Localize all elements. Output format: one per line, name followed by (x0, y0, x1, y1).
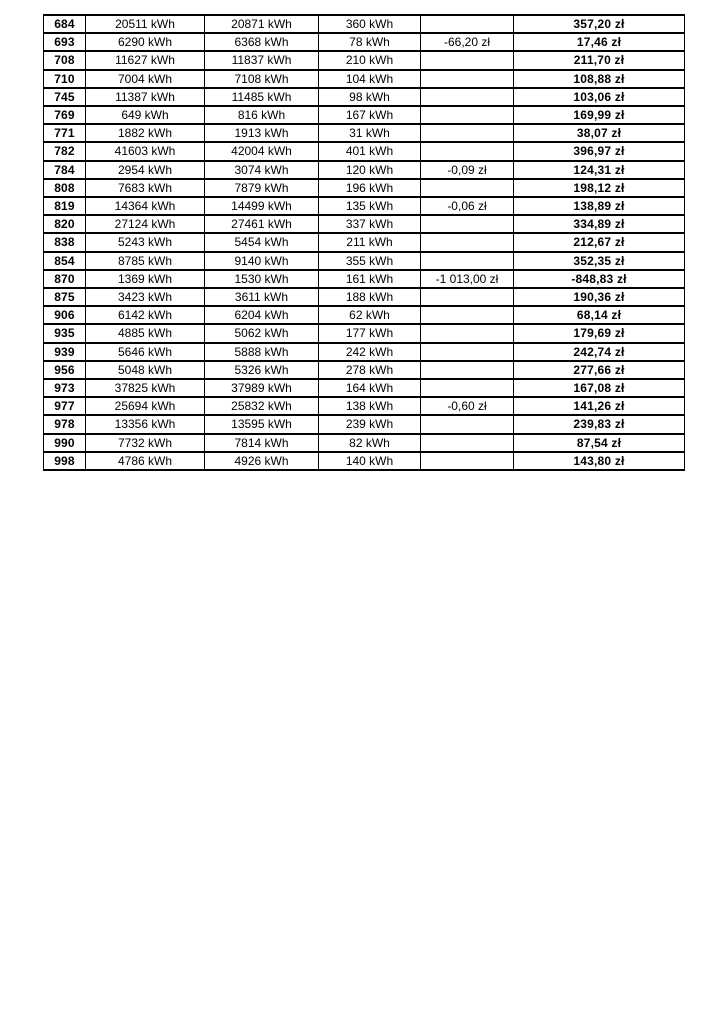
cell-kwh-previous: 11627 kWh (86, 51, 205, 69)
cell-kwh-previous: 5646 kWh (86, 343, 205, 361)
cell-id: 998 (44, 452, 86, 470)
cell-id: 956 (44, 361, 86, 379)
cell-adjustment-zl (421, 51, 514, 69)
cell-adjustment-zl (421, 15, 514, 33)
cell-adjustment-zl (421, 233, 514, 251)
cell-kwh-consumption: 140 kWh (319, 452, 421, 470)
table-row (44, 361, 685, 379)
cell-kwh-previous: 14364 kWh (86, 197, 205, 215)
cell-adjustment-zl (421, 124, 514, 142)
cell-kwh-previous: 37825 kWh (86, 379, 205, 397)
cell-amount-zl: 396,97 zł (514, 142, 685, 160)
cell-kwh-current: 816 kWh (205, 106, 319, 124)
cell-adjustment-zl: -1 013,00 zł (421, 270, 514, 288)
cell-amount-zl: 167,08 zł (514, 379, 685, 397)
cell-id: 693 (44, 33, 86, 51)
cell-kwh-consumption: 62 kWh (319, 306, 421, 324)
cell-id: 684 (44, 15, 86, 33)
cell-adjustment-zl (421, 106, 514, 124)
cell-id: 973 (44, 379, 86, 397)
cell-kwh-consumption: 242 kWh (319, 343, 421, 361)
cell-kwh-consumption: 239 kWh (319, 415, 421, 433)
cell-adjustment-zl (421, 179, 514, 197)
cell-kwh-current: 4926 kWh (205, 452, 319, 470)
cell-kwh-previous: 8785 kWh (86, 252, 205, 270)
cell-amount-zl: 277,66 zł (514, 361, 685, 379)
cell-id: 870 (44, 270, 86, 288)
cell-kwh-consumption: 360 kWh (319, 15, 421, 33)
cell-kwh-current: 5454 kWh (205, 233, 319, 251)
cell-kwh-current: 27461 kWh (205, 215, 319, 233)
cell-amount-zl: -848,83 zł (514, 270, 685, 288)
cell-kwh-current: 3611 kWh (205, 288, 319, 306)
cell-kwh-previous: 7683 kWh (86, 179, 205, 197)
cell-kwh-consumption: 211 kWh (319, 233, 421, 251)
table-row (44, 434, 685, 452)
cell-kwh-previous: 5243 kWh (86, 233, 205, 251)
cell-adjustment-zl (421, 88, 514, 106)
cell-kwh-current: 5888 kWh (205, 343, 319, 361)
cell-amount-zl: 212,67 zł (514, 233, 685, 251)
table-row (44, 161, 685, 179)
cell-kwh-current: 37989 kWh (205, 379, 319, 397)
cell-kwh-current: 25832 kWh (205, 397, 319, 415)
table-row (44, 33, 685, 51)
cell-kwh-current: 5062 kWh (205, 324, 319, 342)
cell-amount-zl: 352,35 zł (514, 252, 685, 270)
cell-kwh-previous: 7004 kWh (86, 70, 205, 88)
cell-kwh-current: 13595 kWh (205, 415, 319, 433)
cell-adjustment-zl: -0,09 zł (421, 161, 514, 179)
cell-kwh-consumption: 104 kWh (319, 70, 421, 88)
cell-kwh-consumption: 196 kWh (319, 179, 421, 197)
table-row (44, 106, 685, 124)
cell-amount-zl: 169,99 zł (514, 106, 685, 124)
cell-adjustment-zl (421, 215, 514, 233)
cell-id: 782 (44, 142, 86, 160)
cell-adjustment-zl (421, 306, 514, 324)
cell-kwh-current: 42004 kWh (205, 142, 319, 160)
table-row (44, 379, 685, 397)
cell-id: 808 (44, 179, 86, 197)
cell-kwh-current: 14499 kWh (205, 197, 319, 215)
cell-amount-zl: 17,46 zł (514, 33, 685, 51)
cell-amount-zl: 190,36 zł (514, 288, 685, 306)
cell-kwh-consumption: 135 kWh (319, 197, 421, 215)
cell-amount-zl: 108,88 zł (514, 70, 685, 88)
cell-kwh-current: 6368 kWh (205, 33, 319, 51)
cell-kwh-current: 1913 kWh (205, 124, 319, 142)
table-row (44, 142, 685, 160)
cell-kwh-previous: 3423 kWh (86, 288, 205, 306)
cell-kwh-current: 9140 kWh (205, 252, 319, 270)
cell-kwh-current: 20871 kWh (205, 15, 319, 33)
cell-kwh-current: 6204 kWh (205, 306, 319, 324)
cell-kwh-consumption: 278 kWh (319, 361, 421, 379)
cell-adjustment-zl (421, 361, 514, 379)
table-row (44, 252, 685, 270)
cell-kwh-previous: 4786 kWh (86, 452, 205, 470)
cell-kwh-current: 7879 kWh (205, 179, 319, 197)
cell-id: 745 (44, 88, 86, 106)
cell-amount-zl: 138,89 zł (514, 197, 685, 215)
table-row (44, 124, 685, 142)
cell-adjustment-zl: -0,06 zł (421, 197, 514, 215)
cell-kwh-current: 1530 kWh (205, 270, 319, 288)
cell-kwh-previous: 41603 kWh (86, 142, 205, 160)
cell-kwh-previous: 27124 kWh (86, 215, 205, 233)
cell-kwh-consumption: 78 kWh (319, 33, 421, 51)
cell-kwh-consumption: 337 kWh (319, 215, 421, 233)
cell-kwh-current: 5326 kWh (205, 361, 319, 379)
table-row (44, 51, 685, 69)
cell-adjustment-zl (421, 415, 514, 433)
cell-kwh-previous: 1882 kWh (86, 124, 205, 142)
cell-id: 939 (44, 343, 86, 361)
cell-kwh-previous: 5048 kWh (86, 361, 205, 379)
cell-kwh-previous: 4885 kWh (86, 324, 205, 342)
cell-id: 708 (44, 51, 86, 69)
cell-amount-zl: 242,74 zł (514, 343, 685, 361)
cell-kwh-previous: 6142 kWh (86, 306, 205, 324)
cell-id: 875 (44, 288, 86, 306)
cell-amount-zl: 211,70 zł (514, 51, 685, 69)
table-row (44, 197, 685, 215)
cell-kwh-previous: 1369 kWh (86, 270, 205, 288)
cell-kwh-consumption: 188 kWh (319, 288, 421, 306)
table-row (44, 415, 685, 433)
table-row (44, 270, 685, 288)
cell-adjustment-zl (421, 70, 514, 88)
cell-id: 935 (44, 324, 86, 342)
table-row (44, 397, 685, 415)
cell-adjustment-zl (421, 142, 514, 160)
cell-kwh-consumption: 98 kWh (319, 88, 421, 106)
table-row (44, 452, 685, 470)
cell-amount-zl: 68,14 zł (514, 306, 685, 324)
cell-adjustment-zl (421, 343, 514, 361)
cell-adjustment-zl (421, 434, 514, 452)
cell-kwh-current: 3074 kWh (205, 161, 319, 179)
cell-id: 854 (44, 252, 86, 270)
cell-kwh-consumption: 167 kWh (319, 106, 421, 124)
cell-id: 990 (44, 434, 86, 452)
cell-kwh-consumption: 82 kWh (319, 434, 421, 452)
cell-kwh-previous: 7732 kWh (86, 434, 205, 452)
table-row (44, 15, 685, 33)
cell-kwh-consumption: 177 kWh (319, 324, 421, 342)
cell-kwh-consumption: 355 kWh (319, 252, 421, 270)
table-row (44, 179, 685, 197)
cell-adjustment-zl (421, 288, 514, 306)
cell-amount-zl: 87,54 zł (514, 434, 685, 452)
cell-adjustment-zl (421, 324, 514, 342)
table-row (44, 233, 685, 251)
table-row (44, 306, 685, 324)
cell-kwh-current: 11837 kWh (205, 51, 319, 69)
cell-kwh-previous: 6290 kWh (86, 33, 205, 51)
cell-id: 977 (44, 397, 86, 415)
table-row (44, 88, 685, 106)
cell-kwh-previous: 2954 kWh (86, 161, 205, 179)
cell-kwh-previous: 649 kWh (86, 106, 205, 124)
cell-adjustment-zl (421, 452, 514, 470)
cell-kwh-current: 7814 kWh (205, 434, 319, 452)
energy-usage-table (43, 14, 685, 471)
cell-amount-zl: 124,31 zł (514, 161, 685, 179)
table-row (44, 215, 685, 233)
cell-adjustment-zl (421, 379, 514, 397)
cell-amount-zl: 103,06 zł (514, 88, 685, 106)
cell-id: 710 (44, 70, 86, 88)
table-row (44, 70, 685, 88)
cell-id: 769 (44, 106, 86, 124)
cell-kwh-consumption: 161 kWh (319, 270, 421, 288)
cell-kwh-consumption: 31 kWh (319, 124, 421, 142)
cell-adjustment-zl: -0,60 zł (421, 397, 514, 415)
cell-id: 819 (44, 197, 86, 215)
cell-kwh-consumption: 138 kWh (319, 397, 421, 415)
table-row (44, 343, 685, 361)
cell-kwh-consumption: 164 kWh (319, 379, 421, 397)
cell-amount-zl: 141,26 zł (514, 397, 685, 415)
cell-kwh-current: 11485 kWh (205, 88, 319, 106)
cell-amount-zl: 179,69 zł (514, 324, 685, 342)
cell-amount-zl: 143,80 zł (514, 452, 685, 470)
cell-kwh-previous: 13356 kWh (86, 415, 205, 433)
table-row (44, 288, 685, 306)
cell-kwh-consumption: 401 kWh (319, 142, 421, 160)
cell-kwh-previous: 11387 kWh (86, 88, 205, 106)
cell-id: 771 (44, 124, 86, 142)
cell-amount-zl: 357,20 zł (514, 15, 685, 33)
cell-kwh-consumption: 210 kWh (319, 51, 421, 69)
cell-amount-zl: 239,83 zł (514, 415, 685, 433)
cell-amount-zl: 38,07 zł (514, 124, 685, 142)
cell-adjustment-zl (421, 252, 514, 270)
cell-id: 978 (44, 415, 86, 433)
cell-id: 838 (44, 233, 86, 251)
cell-id: 820 (44, 215, 86, 233)
cell-id: 906 (44, 306, 86, 324)
cell-id: 784 (44, 161, 86, 179)
cell-adjustment-zl: -66,20 zł (421, 33, 514, 51)
cell-amount-zl: 198,12 zł (514, 179, 685, 197)
table-body (44, 15, 685, 470)
cell-kwh-previous: 25694 kWh (86, 397, 205, 415)
cell-amount-zl: 334,89 zł (514, 215, 685, 233)
cell-kwh-previous: 20511 kWh (86, 15, 205, 33)
table-row (44, 324, 685, 342)
cell-kwh-consumption: 120 kWh (319, 161, 421, 179)
cell-kwh-current: 7108 kWh (205, 70, 319, 88)
